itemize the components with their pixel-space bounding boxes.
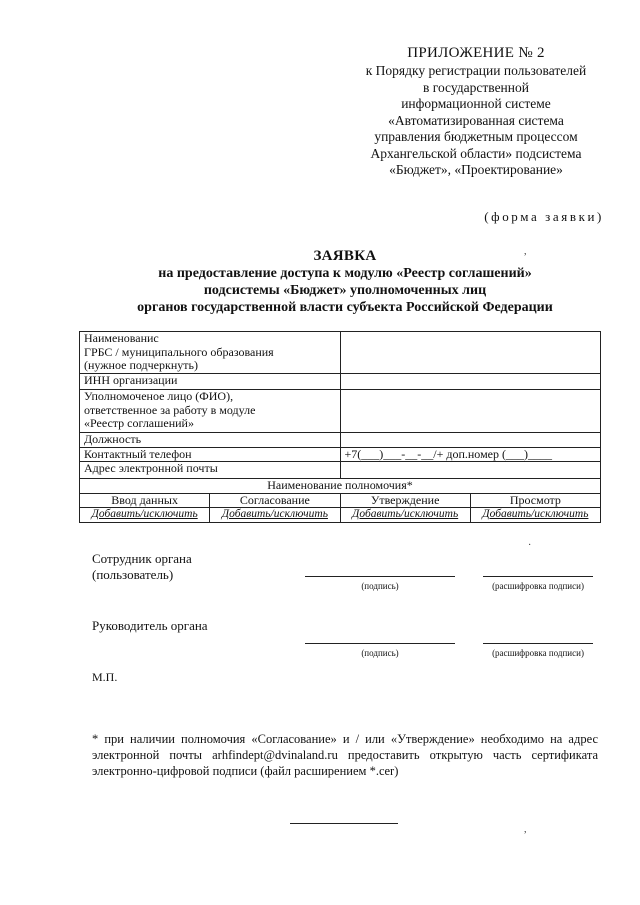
appendix-line: «Автоматизированная система bbox=[388, 112, 564, 128]
person-label-cell bbox=[80, 390, 341, 433]
application-table bbox=[79, 331, 601, 523]
action-toggle-input[interactable]: Добавить/исключить bbox=[80, 508, 210, 523]
table-row bbox=[80, 332, 601, 374]
table-row bbox=[80, 390, 601, 433]
appendix-line: к Порядку регистрации пользователей bbox=[365, 63, 587, 78]
appendix-line: в государственной bbox=[423, 79, 529, 95]
application-title: ЗАЯВКА bbox=[313, 248, 377, 264]
action-toggle-approval[interactable]: Добавить/исключить bbox=[210, 508, 340, 523]
email-label: Адрес электронной почты bbox=[80, 462, 341, 479]
person-value-cell[interactable] bbox=[340, 390, 601, 433]
phone-label: Контактный телефон bbox=[80, 447, 341, 462]
table-row bbox=[80, 374, 601, 390]
stamp-place: М.П. bbox=[92, 670, 118, 684]
head-decoding-line[interactable] bbox=[483, 643, 593, 644]
heading-line: подсистемы «Бюджет» уполномоченных лиц bbox=[203, 283, 487, 298]
footnote: * при наличии полномочия «Согласование» и / или «Утверждение» необходимо на адрес электронной почты arhfindept@dvinaland.ru предоставить открытую часть сертификата электронно-цифровой подписи (файл расширением *.cer) bbox=[92, 732, 598, 778]
position-label: Должность bbox=[80, 433, 341, 448]
phone-value[interactable]: +7(___)___-__-__/+ доп.номер (___)____ bbox=[340, 447, 601, 462]
employee-signature-caption: (подпись) bbox=[361, 581, 399, 591]
head-signature-caption: (подпись) bbox=[361, 648, 399, 658]
employee-decoding-line[interactable] bbox=[483, 576, 593, 577]
bottom-divider bbox=[290, 823, 398, 824]
employee-label bbox=[92, 551, 192, 583]
appendix-line: «Бюджет», «Проектирование» bbox=[389, 162, 563, 177]
table-row bbox=[80, 462, 601, 479]
table-row bbox=[80, 479, 601, 494]
table-row bbox=[80, 447, 601, 462]
head-decoding-caption: (расшифровка подписи) bbox=[492, 648, 584, 658]
action-toggle-view[interactable]: Добавить/исключить bbox=[470, 508, 600, 523]
org-value-cell[interactable] bbox=[340, 332, 601, 374]
org-label-cell bbox=[80, 332, 341, 374]
authority-header: Наименование полномочия* bbox=[80, 479, 601, 494]
authority-approval: Согласование bbox=[210, 493, 340, 508]
application-heading bbox=[60, 248, 630, 316]
appendix-title: ПРИЛОЖЕНИЕ № 2 bbox=[407, 45, 545, 61]
appendix-line: управления бюджетным процессом bbox=[374, 129, 578, 144]
action-toggle-confirmation[interactable]: Добавить/исключить bbox=[340, 508, 470, 523]
scan-speck: · bbox=[528, 540, 532, 551]
appendix-block bbox=[330, 44, 622, 179]
employee-label-line: (пользователь) bbox=[92, 567, 174, 582]
heading-line: органов государственной власти субъекта Российской Федерации bbox=[137, 300, 553, 315]
authority-confirmation: Утверждение bbox=[340, 493, 470, 508]
table-row bbox=[80, 508, 601, 523]
table-row bbox=[80, 433, 601, 448]
person-label-line: «Реестр соглашений» bbox=[84, 416, 194, 430]
table-row bbox=[80, 493, 601, 508]
employee-decoding-caption: (расшифровка подписи) bbox=[492, 581, 584, 591]
head-signature-line[interactable] bbox=[305, 643, 455, 644]
person-label-line: ответственное за работу в модуле bbox=[84, 402, 256, 417]
inn-value-cell[interactable] bbox=[340, 374, 601, 390]
authority-view: Просмотр bbox=[470, 493, 600, 508]
org-label-line: ГРБС / муниципального образования bbox=[84, 344, 274, 359]
scan-speck: , bbox=[524, 824, 527, 835]
head-label: Руководитель органа bbox=[92, 618, 208, 633]
heading-line: на предоставление доступа к модулю «Реестр соглашений» bbox=[158, 266, 532, 281]
org-label-line: Наименованис bbox=[84, 331, 159, 345]
appendix-line: Архангельской области» подсистема bbox=[370, 145, 582, 161]
employee-signature-line[interactable] bbox=[305, 576, 455, 577]
appendix-line: информационной системе bbox=[401, 96, 551, 111]
scan-speck: , bbox=[524, 246, 527, 257]
employee-label-line: Сотрудник органа bbox=[92, 551, 192, 566]
email-value-cell[interactable] bbox=[340, 462, 601, 479]
inn-label: ИНН организации bbox=[80, 374, 341, 390]
person-label-line: Уполномоченое лицо (ФИО), bbox=[84, 389, 234, 403]
org-label-line: (нужное подчеркнуть) bbox=[84, 358, 198, 372]
position-value-cell[interactable] bbox=[340, 433, 601, 448]
form-type-label: (форма заявки) bbox=[484, 209, 604, 224]
authority-input: Ввод данных bbox=[80, 493, 210, 508]
